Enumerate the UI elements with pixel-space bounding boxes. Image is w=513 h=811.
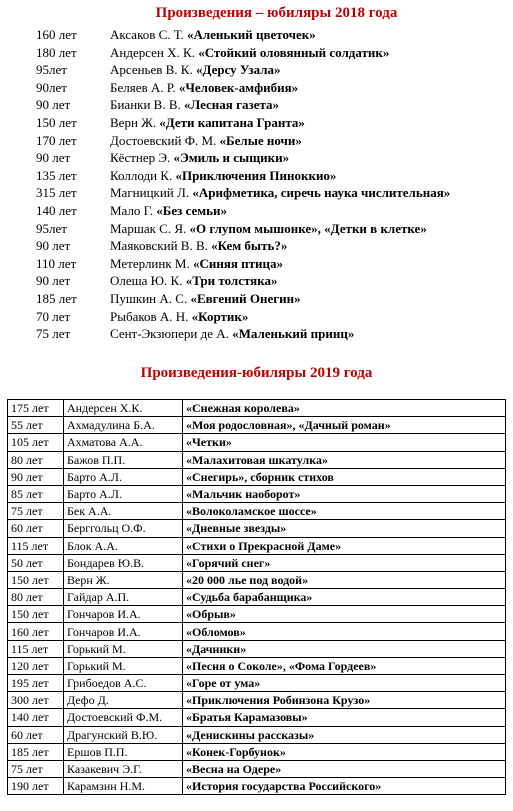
age-value: 90лет xyxy=(36,79,67,95)
table-row xyxy=(8,743,506,760)
author-cell: Ахмадулина Б.А. xyxy=(64,417,183,434)
author-name: Мало Г. xyxy=(110,202,153,218)
work-cell: «Мальчик наоборот» xyxy=(183,485,506,502)
author-name: Кёстнер Э. xyxy=(110,150,171,166)
age-cell: 300 лет xyxy=(8,692,64,709)
work-title: «Стойкий оловянный солдатик» xyxy=(198,44,390,60)
age-cell: 80 лет xyxy=(8,589,64,606)
author-name: Арсеньев В. К. xyxy=(110,62,193,78)
work-cell: «Песня о Соколе», «Фома Гордеев» xyxy=(183,657,506,674)
author-cell: Грибоедов А.С. xyxy=(64,675,183,692)
work-title: «О глупом мышонке», «Детки в клетке» xyxy=(189,220,427,236)
list-item xyxy=(0,26,513,44)
author-cell: Блок А.А. xyxy=(64,537,183,554)
table-row xyxy=(8,692,506,709)
age-cell: 80 лет xyxy=(8,451,64,468)
author-cell: Верн Ж. xyxy=(64,571,183,588)
table-row xyxy=(8,760,506,777)
table-row xyxy=(8,485,506,502)
table-row xyxy=(8,623,506,640)
author-cell: Гайдар А.П. xyxy=(64,589,183,606)
table-row xyxy=(8,520,506,537)
author-name: Сент-Экзюпери де А. xyxy=(110,326,229,342)
age-value: 90 лет xyxy=(36,238,71,254)
list-item xyxy=(0,79,513,97)
work-title: «Синяя птица» xyxy=(192,255,284,271)
author-cell: Казакевич Э.Г. xyxy=(64,760,183,777)
age-cell: 85 лет xyxy=(8,485,64,502)
age-cell: 150 лет xyxy=(8,606,64,623)
author-name: Бианки В. В. xyxy=(110,97,181,113)
list-item xyxy=(0,96,513,114)
work-title: «Кем быть?» xyxy=(211,238,288,254)
age-cell: 190 лет xyxy=(8,778,64,795)
list-item xyxy=(0,184,513,202)
author-name: Беляев А. Р. xyxy=(110,79,176,95)
age-value: 150 лет xyxy=(36,114,77,130)
table-row xyxy=(8,675,506,692)
age-cell: 60 лет xyxy=(8,726,64,743)
list-item xyxy=(0,167,513,185)
author-cell: Горький М. xyxy=(64,640,183,657)
author-name: Пушкин А. С. xyxy=(110,290,188,306)
table-row xyxy=(8,571,506,588)
work-cell: «Снегирь», сборник стихов xyxy=(183,468,506,485)
age-value: 90 лет xyxy=(36,273,71,289)
age-cell: 50 лет xyxy=(8,554,64,571)
age-cell: 175 лет xyxy=(8,400,64,417)
table-row xyxy=(8,503,506,520)
title-2018: Произведения – юбиляры 2018 года xyxy=(155,5,398,21)
author-cell: Карамзин Н.М. xyxy=(64,778,183,795)
age-value: 160 лет xyxy=(36,27,77,42)
work-cell: «Весна на Одере» xyxy=(183,760,506,777)
author-name: Магницкий Л. xyxy=(110,185,190,201)
work-title: «Белые ночи» xyxy=(219,132,302,148)
author-cell: Берггольц О.Ф. xyxy=(64,520,183,537)
work-cell: «Обломов» xyxy=(183,623,506,640)
age-cell: 60 лет xyxy=(8,520,64,537)
author-name: Метерлинк М. xyxy=(110,255,190,271)
age-cell: 140 лет xyxy=(8,709,64,726)
work-cell: «Волоколамское шоссе» xyxy=(183,503,506,520)
author-name: Коллоди К. xyxy=(110,167,173,183)
list-2018 xyxy=(0,26,513,343)
age-value: 110 лет xyxy=(36,255,77,271)
work-cell: «Конек-Горбунок» xyxy=(183,743,506,760)
work-cell: «Малахитовая шкатулка» xyxy=(183,451,506,468)
table-row xyxy=(8,589,506,606)
author-cell: Дефо Д. xyxy=(64,692,183,709)
author-cell: Барто А.Л. xyxy=(64,485,183,502)
work-title: «Дети капитана Гранта» xyxy=(159,114,305,130)
age-value: 185 лет xyxy=(36,290,77,306)
author-name: Достоевский Ф. М. xyxy=(110,132,217,148)
work-cell: «20 000 лье под водой» xyxy=(183,571,506,588)
list-item xyxy=(0,237,513,255)
age-value: 70 лет xyxy=(36,308,71,324)
age-value: 90 лет xyxy=(36,150,71,166)
age-value: 315 лет xyxy=(36,185,77,201)
list-item xyxy=(0,44,513,62)
list-item xyxy=(0,308,513,326)
age-value: 75 лет xyxy=(36,326,71,342)
work-title: «Маленький принц» xyxy=(232,326,355,342)
work-title: «Дерсу Узала» xyxy=(195,62,281,78)
author-cell: Драгунский В.Ю. xyxy=(64,726,183,743)
work-cell: «Денискины рассказы» xyxy=(183,726,506,743)
age-cell: 90 лет xyxy=(8,468,64,485)
list-item xyxy=(0,325,513,343)
author-cell: Барто А.Л. xyxy=(64,468,183,485)
work-cell: «Четки» xyxy=(183,434,506,451)
title-2019: Произведения-юбиляры 2019 года xyxy=(140,365,373,381)
age-cell: 115 лет xyxy=(8,537,64,554)
list-item xyxy=(0,290,513,308)
table-row xyxy=(8,778,506,795)
age-cell: 185 лет xyxy=(8,743,64,760)
list-item xyxy=(0,220,513,238)
author-cell: Андерсен Х.К. xyxy=(64,400,183,417)
age-value: 135 лет xyxy=(36,167,77,183)
work-title: «Эмиль и сыщики» xyxy=(173,150,290,166)
table-row xyxy=(8,434,506,451)
work-cell: «Обрыв» xyxy=(183,606,506,623)
work-title: «Лесная газета» xyxy=(184,97,280,113)
age-cell: 195 лет xyxy=(8,675,64,692)
work-title: «Три толстяка» xyxy=(185,273,278,289)
age-cell: 160 лет xyxy=(8,623,64,640)
author-cell: Бек А.А. xyxy=(64,503,183,520)
table-row xyxy=(8,554,506,571)
table-row xyxy=(8,657,506,674)
work-cell: «Братья Карамазовы» xyxy=(183,709,506,726)
work-cell: «Дачники» xyxy=(183,640,506,657)
age-value: 140 лет xyxy=(36,202,77,218)
age-cell: 55 лет xyxy=(8,417,64,434)
work-title: «Приключения Пиноккио» xyxy=(175,167,337,183)
table-2019 xyxy=(7,399,506,795)
author-cell: Достоевский Ф.М. xyxy=(64,709,183,726)
table-row xyxy=(8,537,506,554)
age-cell: 150 лет xyxy=(8,571,64,588)
author-cell: Ершов П.П. xyxy=(64,743,183,760)
table-row xyxy=(8,709,506,726)
list-item xyxy=(0,272,513,290)
table-row xyxy=(8,640,506,657)
age-value: 95лет xyxy=(36,220,67,236)
age-cell: 75 лет xyxy=(8,760,64,777)
author-name: Маяковский В. В. xyxy=(110,238,208,254)
list-item xyxy=(0,149,513,167)
work-title: «Евгений Онегин» xyxy=(190,290,301,306)
author-name: Олеша Ю. К. xyxy=(110,273,183,289)
work-cell: «Дневные звезды» xyxy=(183,520,506,537)
author-cell: Гончаров И.А. xyxy=(64,623,183,640)
work-cell: «Стихи о Прекрасной Даме» xyxy=(183,537,506,554)
work-title: «Аленький цветочек» xyxy=(186,27,316,42)
author-cell: Гончаров И.А. xyxy=(64,606,183,623)
work-cell: «Горе от ума» xyxy=(183,675,506,692)
work-cell: «История государства Российского» xyxy=(183,778,506,795)
table-row xyxy=(8,400,506,417)
author-name: Маршак С. Я. xyxy=(110,220,187,236)
list-item xyxy=(0,202,513,220)
work-cell: «Снежная королева» xyxy=(183,400,506,417)
age-cell: 75 лет xyxy=(8,503,64,520)
age-value: 170 лет xyxy=(36,132,77,148)
table-row xyxy=(8,606,506,623)
age-cell: 115 лет xyxy=(8,640,64,657)
age-value: 90 лет xyxy=(36,97,71,113)
author-cell: Бажов П.П. xyxy=(64,451,183,468)
author-name: Андерсен Х. К. xyxy=(110,44,195,60)
work-title: «Без семьи» xyxy=(156,202,227,218)
work-cell: «Моя родословная», «Дачный роман» xyxy=(183,417,506,434)
work-cell: «Горячий снег» xyxy=(183,554,506,571)
work-title: «Человек-амфибия» xyxy=(178,79,299,95)
work-title: «Арифметика, сиречь наука числительная» xyxy=(192,185,451,201)
author-cell: Ахматова А.А. xyxy=(64,434,183,451)
work-cell: «Судьба барабанщика» xyxy=(183,589,506,606)
list-item xyxy=(0,61,513,79)
author-cell: Бондарев Ю.В. xyxy=(64,554,183,571)
table-row xyxy=(8,417,506,434)
table-row xyxy=(8,451,506,468)
work-cell: «Приключения Робинзона Крузо» xyxy=(183,692,506,709)
author-cell: Горький М. xyxy=(64,657,183,674)
age-cell: 105 лет xyxy=(8,434,64,451)
table-row xyxy=(8,468,506,485)
list-item xyxy=(0,255,513,273)
work-title: «Кортик» xyxy=(191,308,249,324)
list-item xyxy=(0,132,513,150)
age-value: 180 лет xyxy=(36,44,77,60)
list-item xyxy=(0,114,513,132)
author-name: Аксаков С. Т. xyxy=(110,27,184,42)
age-cell: 120 лет xyxy=(8,657,64,674)
table-row xyxy=(8,726,506,743)
author-name: Рыбаков А. Н. xyxy=(110,308,189,324)
age-value: 95лет xyxy=(36,62,67,78)
author-name: Верн Ж. xyxy=(110,114,157,130)
